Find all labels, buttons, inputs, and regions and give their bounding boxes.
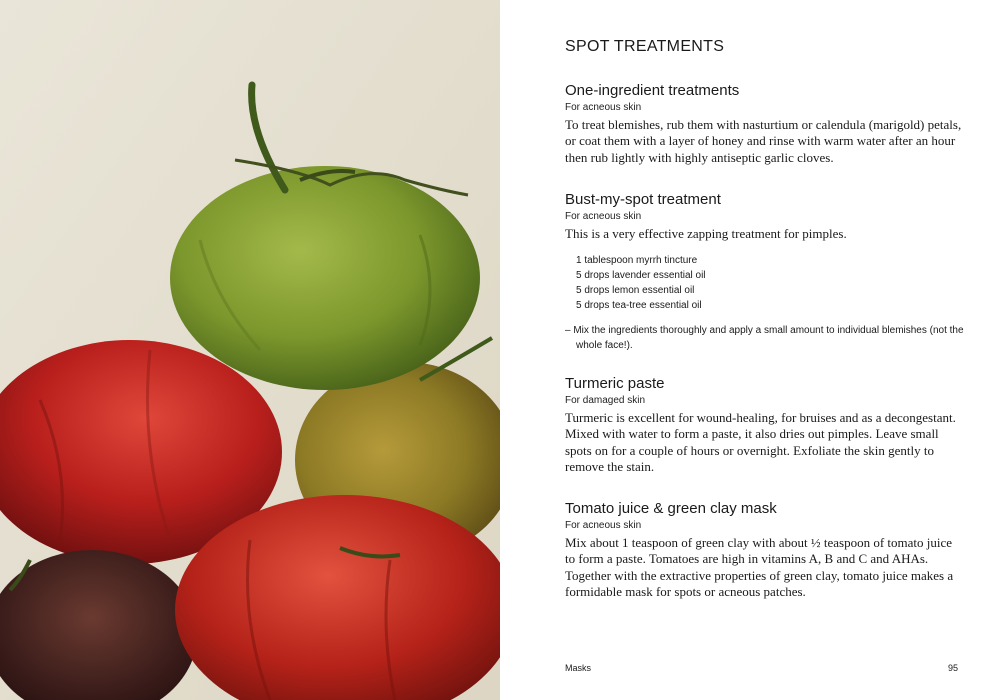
section-body: Turmeric is excellent for wound-healing, for bruises and as a decongestant. Mixed with water to form a paste, it also dries out pimples. Leave small spots on for a couple of hours or overnight. Exfoliate the skin gently to remove the stain. [565, 410, 956, 474]
page-number: 95 [947, 663, 958, 673]
ingredient-item: 5 drops tea-tree essential oil [576, 299, 702, 311]
ingredients-list [576, 254, 965, 313]
ingredient-item: 5 drops lemon essential oil [576, 284, 695, 296]
section-subheading: For damaged skin [565, 395, 646, 406]
section-one-ingredient [565, 82, 965, 166]
section-subheading: For acneous skin [565, 102, 642, 113]
method-step: – Mix the ingredients thoroughly and apply a small amount to individual blemishes (not the whole face!). [565, 325, 964, 351]
section-heading: One-ingredient treatments [565, 82, 740, 99]
ingredient-item: 1 tablespoon myrrh tincture [576, 255, 698, 267]
running-footer: Masks [565, 663, 592, 673]
section-heading: Turmeric paste [565, 375, 665, 392]
section-body: Mix about 1 teaspoon of green clay with about ½ teaspoon of tomato juice to form a paste. Tomatoes are high in vitamins A, B and C and AHAs. Together with the extractive properties of green clay, tomato juice makes a formidable mask for spots or acneous patches. [565, 535, 954, 599]
section-bust-my-spot [565, 191, 965, 353]
section-subheading: For acneous skin [565, 211, 642, 222]
text-page [500, 0, 1000, 700]
section-body: This is a very effective zapping treatment for pimples. [565, 226, 847, 241]
section-tomato-mask [565, 500, 965, 600]
section-turmeric [565, 375, 965, 475]
section-subheading: For acneous skin [565, 520, 642, 531]
section-heading: Tomato juice & green clay mask [565, 500, 777, 517]
section-body: To treat blemishes, rub them with nasturtium or calendula (marigold) petals, or coat them with a layer of honey and rinse with warm water after an hour then rub lightly with highly antiseptic garlic cloves. [565, 117, 962, 165]
section-heading: Bust-my-spot treatment [565, 191, 721, 208]
tomato-green-top [170, 166, 480, 390]
section-title: SPOT TREATMENTS [565, 38, 725, 55]
ingredient-item: 5 drops lavender essential oil [576, 270, 706, 282]
